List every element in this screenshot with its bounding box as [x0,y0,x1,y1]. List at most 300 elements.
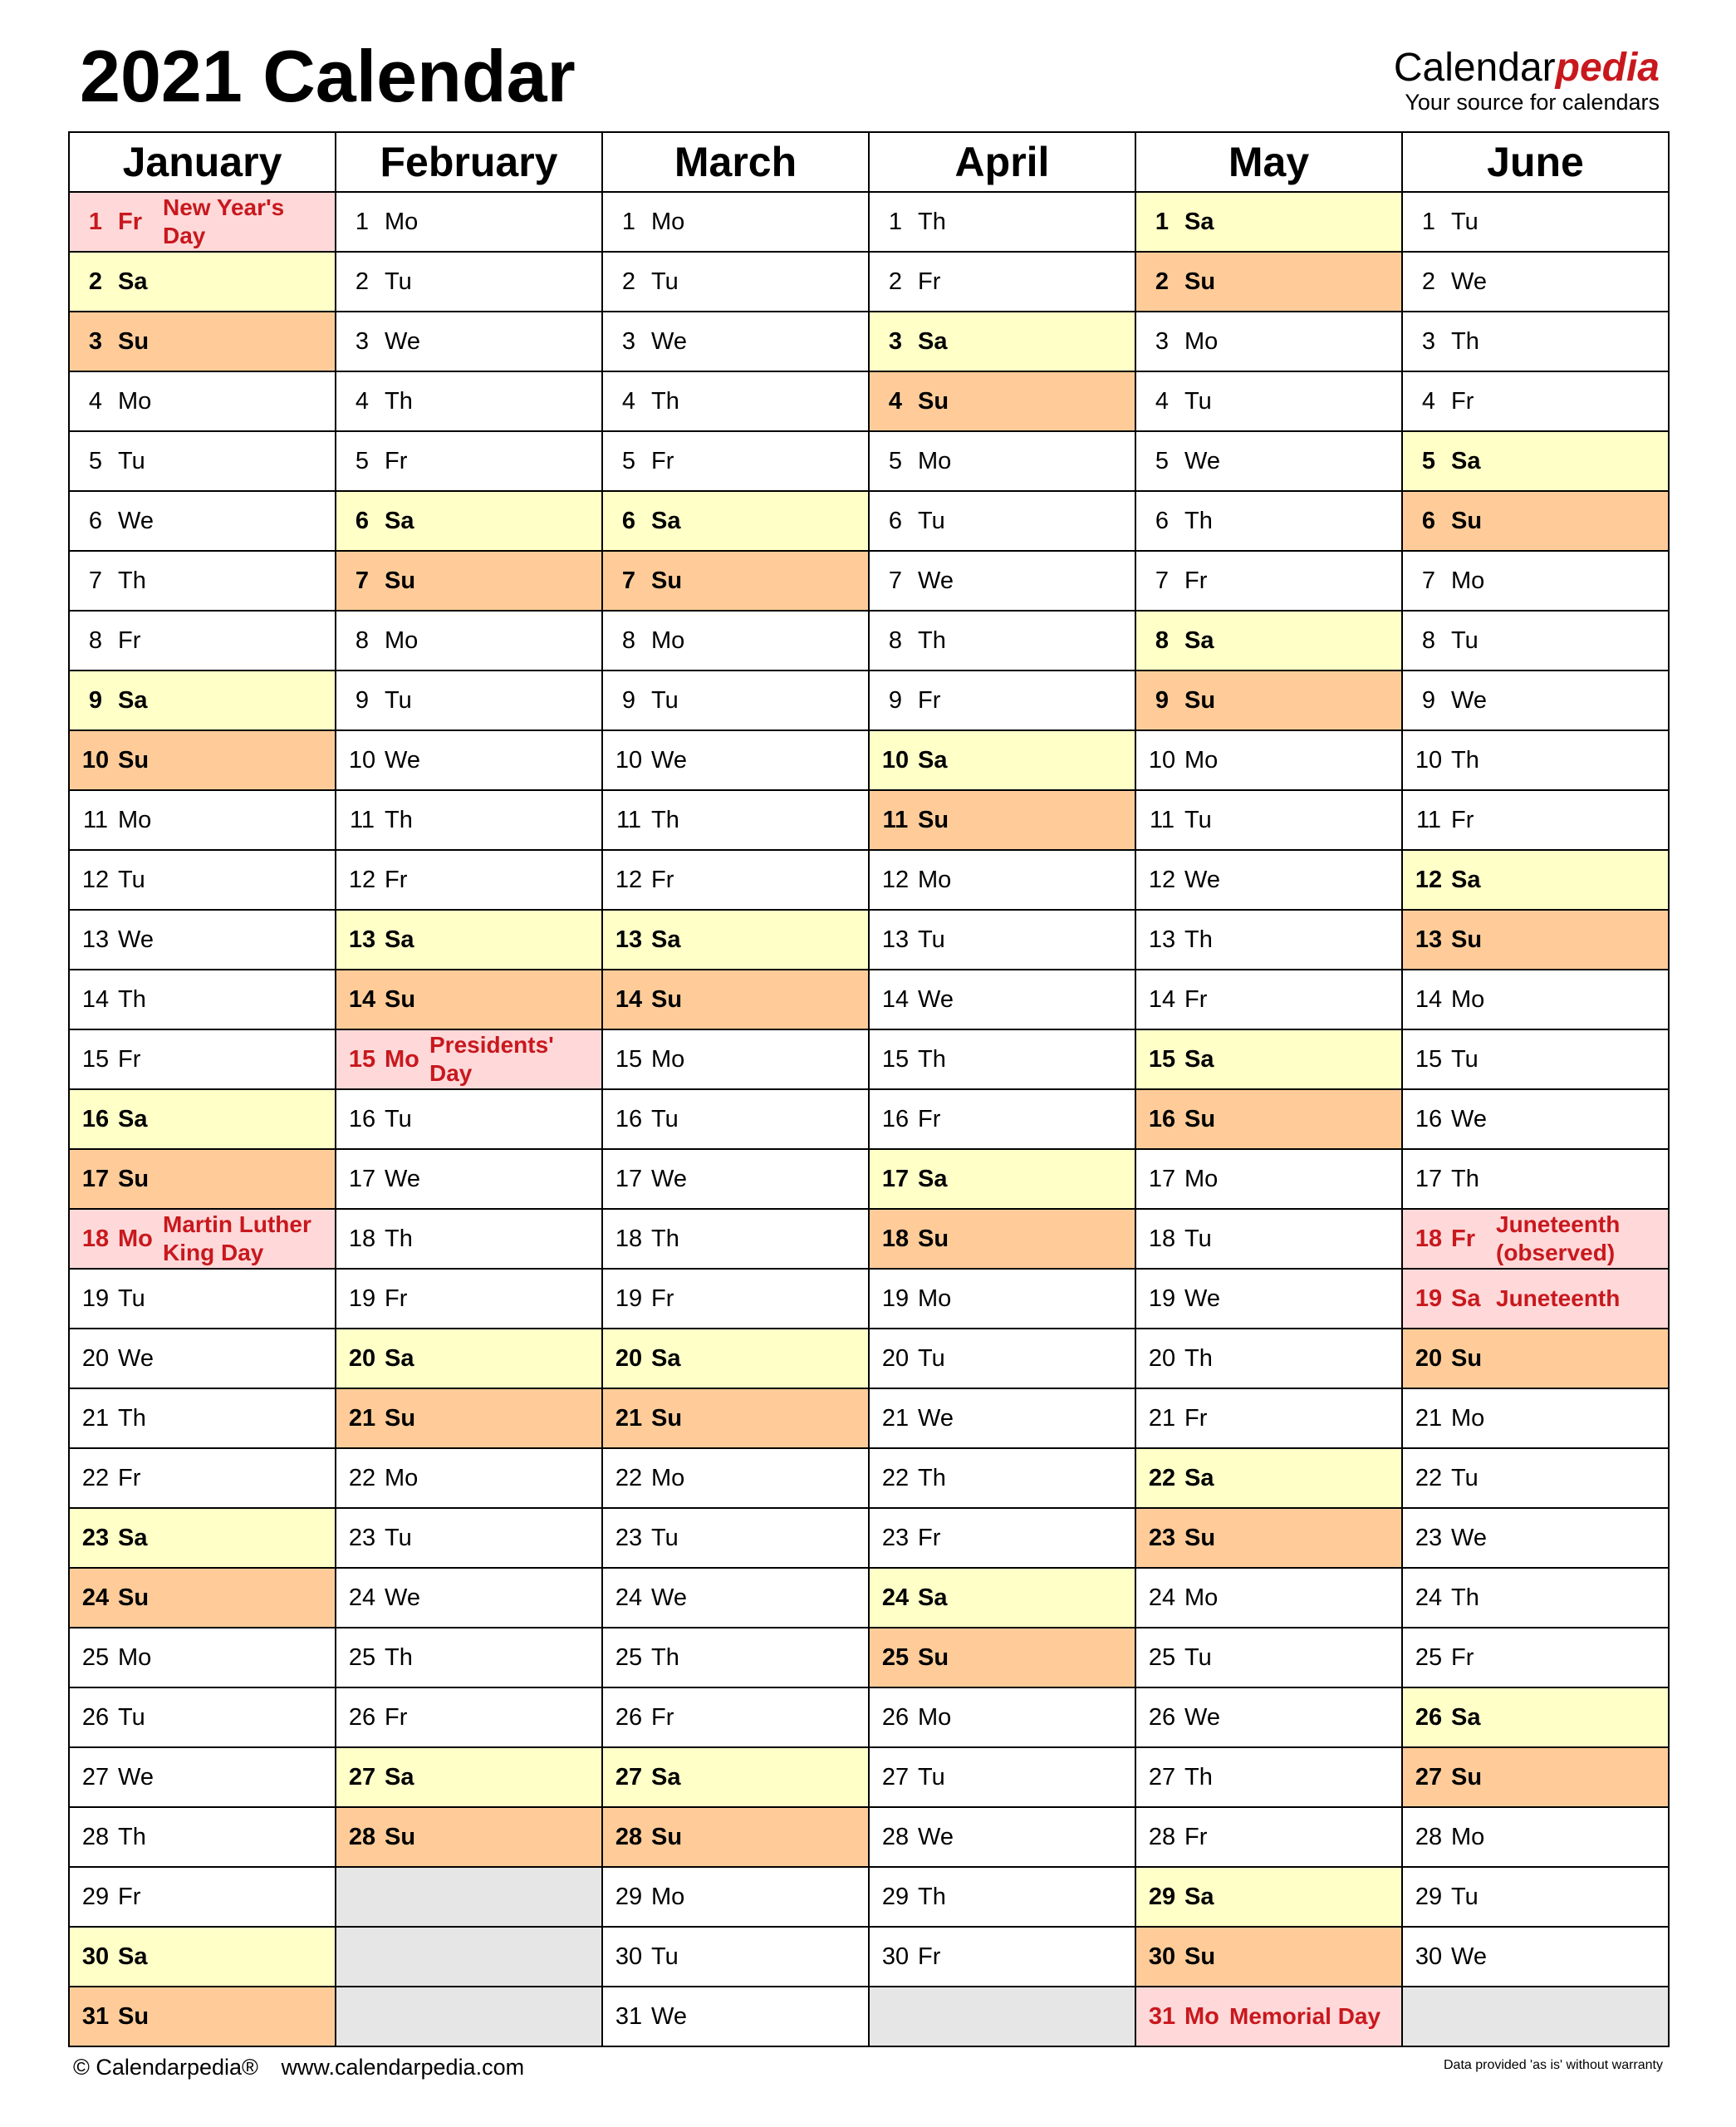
day-row [69,1927,1669,1987]
day-number: 18 [615,1226,643,1252]
day-cell [336,1568,602,1628]
day-cell [602,1089,869,1149]
day-number: 6 [355,508,370,534]
day-number: 7 [355,567,370,594]
day-cell [69,1747,336,1807]
day-cell [869,1508,1135,1568]
day-cell [336,790,602,850]
day-row [69,1149,1669,1209]
day-number: 10 [615,747,643,774]
weekday-label: Th [118,986,146,1013]
day-cell [1402,1029,1669,1089]
day-cell [1135,1628,1402,1687]
day-row [69,671,1669,730]
day-number: 6 [621,508,636,534]
month-header: March [602,132,869,192]
day-cell [1135,1209,1402,1269]
weekday-label: Su [651,567,683,594]
day-number: 19 [881,1285,910,1312]
day-number: 27 [1148,1764,1176,1791]
day-cell [336,611,602,671]
weekday-label: Sa [1184,1046,1214,1073]
day-row [69,551,1669,611]
weekday-label: Sa [1451,1704,1481,1731]
day-cell [869,1747,1135,1807]
day-number: 16 [1148,1106,1176,1132]
weekday-label: Mo [651,627,685,654]
weekday-label: Th [1184,1345,1213,1372]
weekday-label: Th [918,1884,946,1910]
day-cell [602,1687,869,1747]
weekday-label: Su [1184,1943,1216,1970]
day-cell [1135,790,1402,850]
day-cell [1402,1807,1669,1867]
day-cell [602,1149,869,1209]
day-number: 8 [1421,627,1436,654]
day-cell [69,1508,336,1568]
day-row [69,1089,1669,1149]
day-number: 4 [88,388,103,415]
day-number: 24 [881,1584,910,1611]
day-cell [602,970,869,1029]
day-cell [869,252,1135,312]
footer-copyright: © Calendarpedia® [73,2055,258,2080]
weekday-label: Tu [651,1943,679,1970]
day-row [69,1807,1669,1867]
day-number: 21 [1415,1405,1443,1432]
day-number: 9 [888,687,903,714]
weekday-label: Tu [1451,1046,1479,1073]
day-row [69,371,1669,431]
day-number: 31 [615,2003,643,2030]
weekday-label: Fr [918,1943,941,1970]
day-row [69,252,1669,312]
day-cell [1135,1867,1402,1927]
day-cell [1402,1388,1669,1448]
weekday-label: Sa [1184,627,1214,654]
weekday-label: Mo [651,1465,685,1491]
day-cell [1402,910,1669,970]
weekday-label: Tu [1451,627,1479,654]
day-number: 20 [1148,1345,1176,1372]
day-row [69,1867,1669,1927]
month-header: May [1135,132,1402,192]
day-row [69,1209,1669,1269]
day-cell [69,1149,336,1209]
weekday-label: Tu [118,1285,145,1312]
day-cell [1402,252,1669,312]
month-header: February [336,132,602,192]
day-cell [336,1029,602,1089]
day-cell [1135,192,1402,252]
weekday-label: Mo [918,1704,952,1731]
day-cell [869,970,1135,1029]
empty-day-cell [1402,1987,1669,2046]
weekday-label: Th [651,1226,679,1252]
day-number: 23 [881,1525,910,1551]
day-number: 5 [1155,448,1170,474]
day-number: 15 [615,1046,643,1073]
day-number: 16 [1415,1106,1443,1132]
day-number: 11 [882,807,909,833]
weekday-label: We [1184,448,1220,474]
weekday-label: Fr [385,867,408,893]
weekday-label: Mo [385,209,419,235]
weekday-label: Mo [1451,567,1485,594]
day-number: 5 [88,448,103,474]
day-number: 3 [1421,328,1436,355]
day-number: 2 [1155,268,1170,295]
day-cell [69,1807,336,1867]
weekday-label: Tu [1451,1884,1479,1910]
weekday-label: Tu [118,448,145,474]
weekday-label: Tu [1184,388,1212,415]
day-cell [869,491,1135,551]
day-cell [602,1209,869,1269]
day-number: 31 [81,2003,110,2030]
weekday-label: Fr [118,1046,141,1073]
weekday-label: Mo [918,448,952,474]
day-cell [1402,1209,1669,1269]
weekday-label: Fr [1184,1405,1208,1432]
day-cell [602,312,869,371]
day-cell [602,252,869,312]
weekday-label: We [1184,1285,1220,1312]
weekday-label: Mo [118,1644,152,1671]
day-cell [869,312,1135,371]
day-number: 2 [621,268,636,295]
day-cell [69,1329,336,1388]
day-cell [69,1568,336,1628]
weekday-label: Sa [1184,1884,1214,1910]
day-cell [602,1747,869,1807]
day-number: 12 [348,867,376,893]
weekday-label: Su [918,807,949,833]
day-number: 10 [881,747,910,774]
day-cell [869,551,1135,611]
day-cell [869,192,1135,252]
day-number: 26 [1148,1704,1176,1731]
day-cell [1402,551,1669,611]
weekday-label: Mo [1184,2003,1219,2030]
day-number: 18 [1148,1226,1176,1252]
weekday-label: Fr [385,1285,408,1312]
day-number: 22 [81,1465,110,1491]
day-row [69,1687,1669,1747]
day-number: 19 [1148,1285,1176,1312]
day-cell [1135,1568,1402,1628]
day-cell [869,671,1135,730]
weekday-label: Su [918,1644,949,1671]
day-number: 14 [1148,986,1176,1013]
weekday-label: Mo [385,627,419,654]
day-number: 14 [881,986,910,1013]
day-cell [1135,1987,1402,2046]
day-cell [69,491,336,551]
day-number: 30 [1148,1943,1176,1970]
day-number: 22 [348,1465,376,1491]
day-cell [1135,1927,1402,1987]
day-number: 18 [1415,1226,1443,1252]
weekday-label: We [385,1166,420,1192]
day-cell [69,252,336,312]
weekday-label: Th [385,388,413,415]
weekday-label: Th [1184,1764,1213,1791]
day-cell [869,1687,1135,1747]
day-cell [602,611,869,671]
day-cell [869,1149,1135,1209]
day-cell [602,1448,869,1508]
footer-url: www.calendarpedia.com [281,2055,525,2080]
day-cell [602,1568,869,1628]
weekday-label: We [385,328,420,355]
day-cell [1402,1269,1669,1329]
day-cell [869,371,1135,431]
day-number: 1 [888,209,903,235]
weekday-label: Mo [1184,1584,1219,1611]
weekday-label: Th [385,1226,413,1252]
day-row [69,312,1669,371]
day-number: 23 [1148,1525,1176,1551]
day-cell [869,1029,1135,1089]
weekday-label: Tu [1184,807,1212,833]
day-number: 1 [88,209,103,235]
day-number: 26 [348,1704,376,1731]
day-number: 29 [615,1884,643,1910]
day-cell [1402,1448,1669,1508]
day-cell [1135,730,1402,790]
weekday-label: Fr [918,687,941,714]
calendar-table [68,131,1670,2047]
day-number: 12 [881,867,910,893]
weekday-label: Th [1451,1584,1479,1611]
weekday-label: We [918,567,954,594]
day-number: 15 [1148,1046,1176,1073]
weekday-label: We [1451,1943,1487,1970]
day-cell [336,850,602,910]
day-cell [1402,1927,1669,1987]
day-number: 14 [615,986,643,1013]
brand-logo [1394,47,1660,115]
day-cell [1135,970,1402,1029]
weekday-label: Sa [1451,867,1481,893]
weekday-label: Tu [1184,1644,1212,1671]
day-number: 29 [1148,1884,1176,1910]
empty-day-cell [336,1987,602,2046]
day-cell [1402,671,1669,730]
weekday-label: Fr [1451,807,1474,833]
day-cell [1135,850,1402,910]
day-cell [1135,431,1402,491]
day-cell [69,192,336,252]
day-number: 9 [355,687,370,714]
weekday-label: Tu [918,926,945,953]
day-number: 4 [1155,388,1170,415]
day-cell [1135,1388,1402,1448]
day-number: 24 [81,1584,110,1611]
weekday-label: Su [385,1405,416,1432]
weekday-label: Su [385,567,416,594]
day-number: 1 [355,209,370,235]
day-cell [1135,312,1402,371]
day-number: 2 [355,268,370,295]
weekday-label: Tu [385,268,412,295]
day-cell [1402,1747,1669,1807]
calendar-body [69,192,1669,2046]
month-header-row [69,132,1669,192]
day-number: 13 [81,926,110,953]
weekday-label: Mo [118,388,152,415]
weekday-label: We [1451,268,1487,295]
weekday-label: We [118,1345,154,1372]
weekday-label: Th [1451,328,1479,355]
weekday-label: Sa [118,1525,148,1551]
day-cell [869,1209,1135,1269]
day-row [69,1568,1669,1628]
weekday-label: We [385,1584,420,1611]
weekday-label: We [385,747,420,774]
day-cell [602,671,869,730]
day-cell [1135,910,1402,970]
day-cell [336,730,602,790]
day-number: 15 [348,1046,376,1073]
day-cell [602,1807,869,1867]
day-number: 5 [1421,448,1436,474]
weekday-label: Mo [1451,986,1485,1013]
weekday-label: Sa [118,1106,148,1132]
footer-disclaimer: Data provided 'as is' without warranty [1443,2058,1663,2072]
day-cell [869,1329,1135,1388]
day-number: 22 [1148,1465,1176,1491]
day-number: 14 [1415,986,1443,1013]
empty-day-cell [869,1987,1135,2046]
weekday-label: We [118,926,154,953]
day-number: 11 [615,807,642,833]
day-cell [1135,611,1402,671]
weekday-label: Fr [118,1465,141,1491]
day-number: 13 [348,926,376,953]
day-number: 1 [621,209,636,235]
weekday-label: Sa [1184,1465,1214,1491]
day-number: 29 [881,1884,910,1910]
weekday-label: Mo [651,1046,685,1073]
day-cell [1402,790,1669,850]
footer-left [73,2054,524,2080]
day-cell [69,1867,336,1927]
day-number: 3 [888,328,903,355]
day-number: 25 [615,1644,643,1671]
weekday-label: Su [118,1166,150,1192]
day-cell [869,910,1135,970]
weekday-label: Th [385,1644,413,1671]
weekday-label: Fr [118,209,142,235]
day-cell [336,431,602,491]
month-header: January [69,132,336,192]
weekday-label: Sa [651,926,681,953]
weekday-label: Tu [118,1704,145,1731]
brand-name [1394,47,1660,90]
day-cell [69,1388,336,1448]
day-cell [336,671,602,730]
day-cell [1402,491,1669,551]
weekday-label: Fr [385,1704,408,1731]
day-number: 1 [1155,209,1170,235]
day-row [69,491,1669,551]
day-number: 4 [1421,388,1436,415]
month-header: June [1402,132,1669,192]
weekday-label: We [651,328,687,355]
weekday-label: Tu [1184,1226,1212,1252]
day-number: 9 [1421,687,1436,714]
day-cell [69,431,336,491]
day-cell [336,491,602,551]
day-cell [69,790,336,850]
day-cell [1135,371,1402,431]
weekday-label: Tu [651,1525,679,1551]
weekday-label: Mo [385,1046,419,1073]
weekday-label: Th [918,209,946,235]
day-number: 1 [1421,209,1436,235]
day-row [69,1269,1669,1329]
day-cell [336,1329,602,1388]
empty-day-cell [336,1867,602,1927]
weekday-label: Tu [385,1525,412,1551]
day-cell [69,1987,336,2046]
day-cell [1402,1568,1669,1628]
weekday-label: Su [1184,687,1216,714]
day-cell [1402,192,1669,252]
day-cell [602,371,869,431]
weekday-label: We [651,1584,687,1611]
day-number: 10 [1148,747,1176,774]
day-cell [869,1807,1135,1867]
weekday-label: Th [118,1824,146,1850]
day-number: 15 [1415,1046,1443,1073]
holiday-label: Juneteenth (observed) [1496,1211,1621,1265]
day-cell [1135,1508,1402,1568]
day-cell [602,1388,869,1448]
weekday-label: Tu [385,687,412,714]
day-number: 19 [1415,1285,1443,1312]
day-row [69,431,1669,491]
day-number: 22 [615,1465,643,1491]
day-number: 20 [1415,1345,1443,1372]
weekday-label: Sa [918,328,948,355]
weekday-label: Su [385,986,416,1013]
day-cell [1135,1269,1402,1329]
day-number: 12 [1148,867,1176,893]
weekday-label: Th [118,567,146,594]
day-number: 15 [81,1046,110,1073]
day-cell [336,192,602,252]
day-number: 27 [881,1764,910,1791]
day-number: 25 [348,1644,376,1671]
day-cell [69,1029,336,1089]
weekday-label: Th [1451,1166,1479,1192]
day-number: 27 [1415,1764,1443,1791]
day-number: 24 [615,1584,643,1611]
day-cell [1402,1149,1669,1209]
day-cell [602,850,869,910]
day-number: 17 [615,1166,643,1192]
weekday-label: We [918,1405,954,1432]
weekday-label: Sa [1451,448,1481,474]
day-number: 5 [888,448,903,474]
day-cell [336,1269,602,1329]
day-cell [69,1927,336,1987]
day-cell [1135,1029,1402,1089]
day-cell [69,371,336,431]
